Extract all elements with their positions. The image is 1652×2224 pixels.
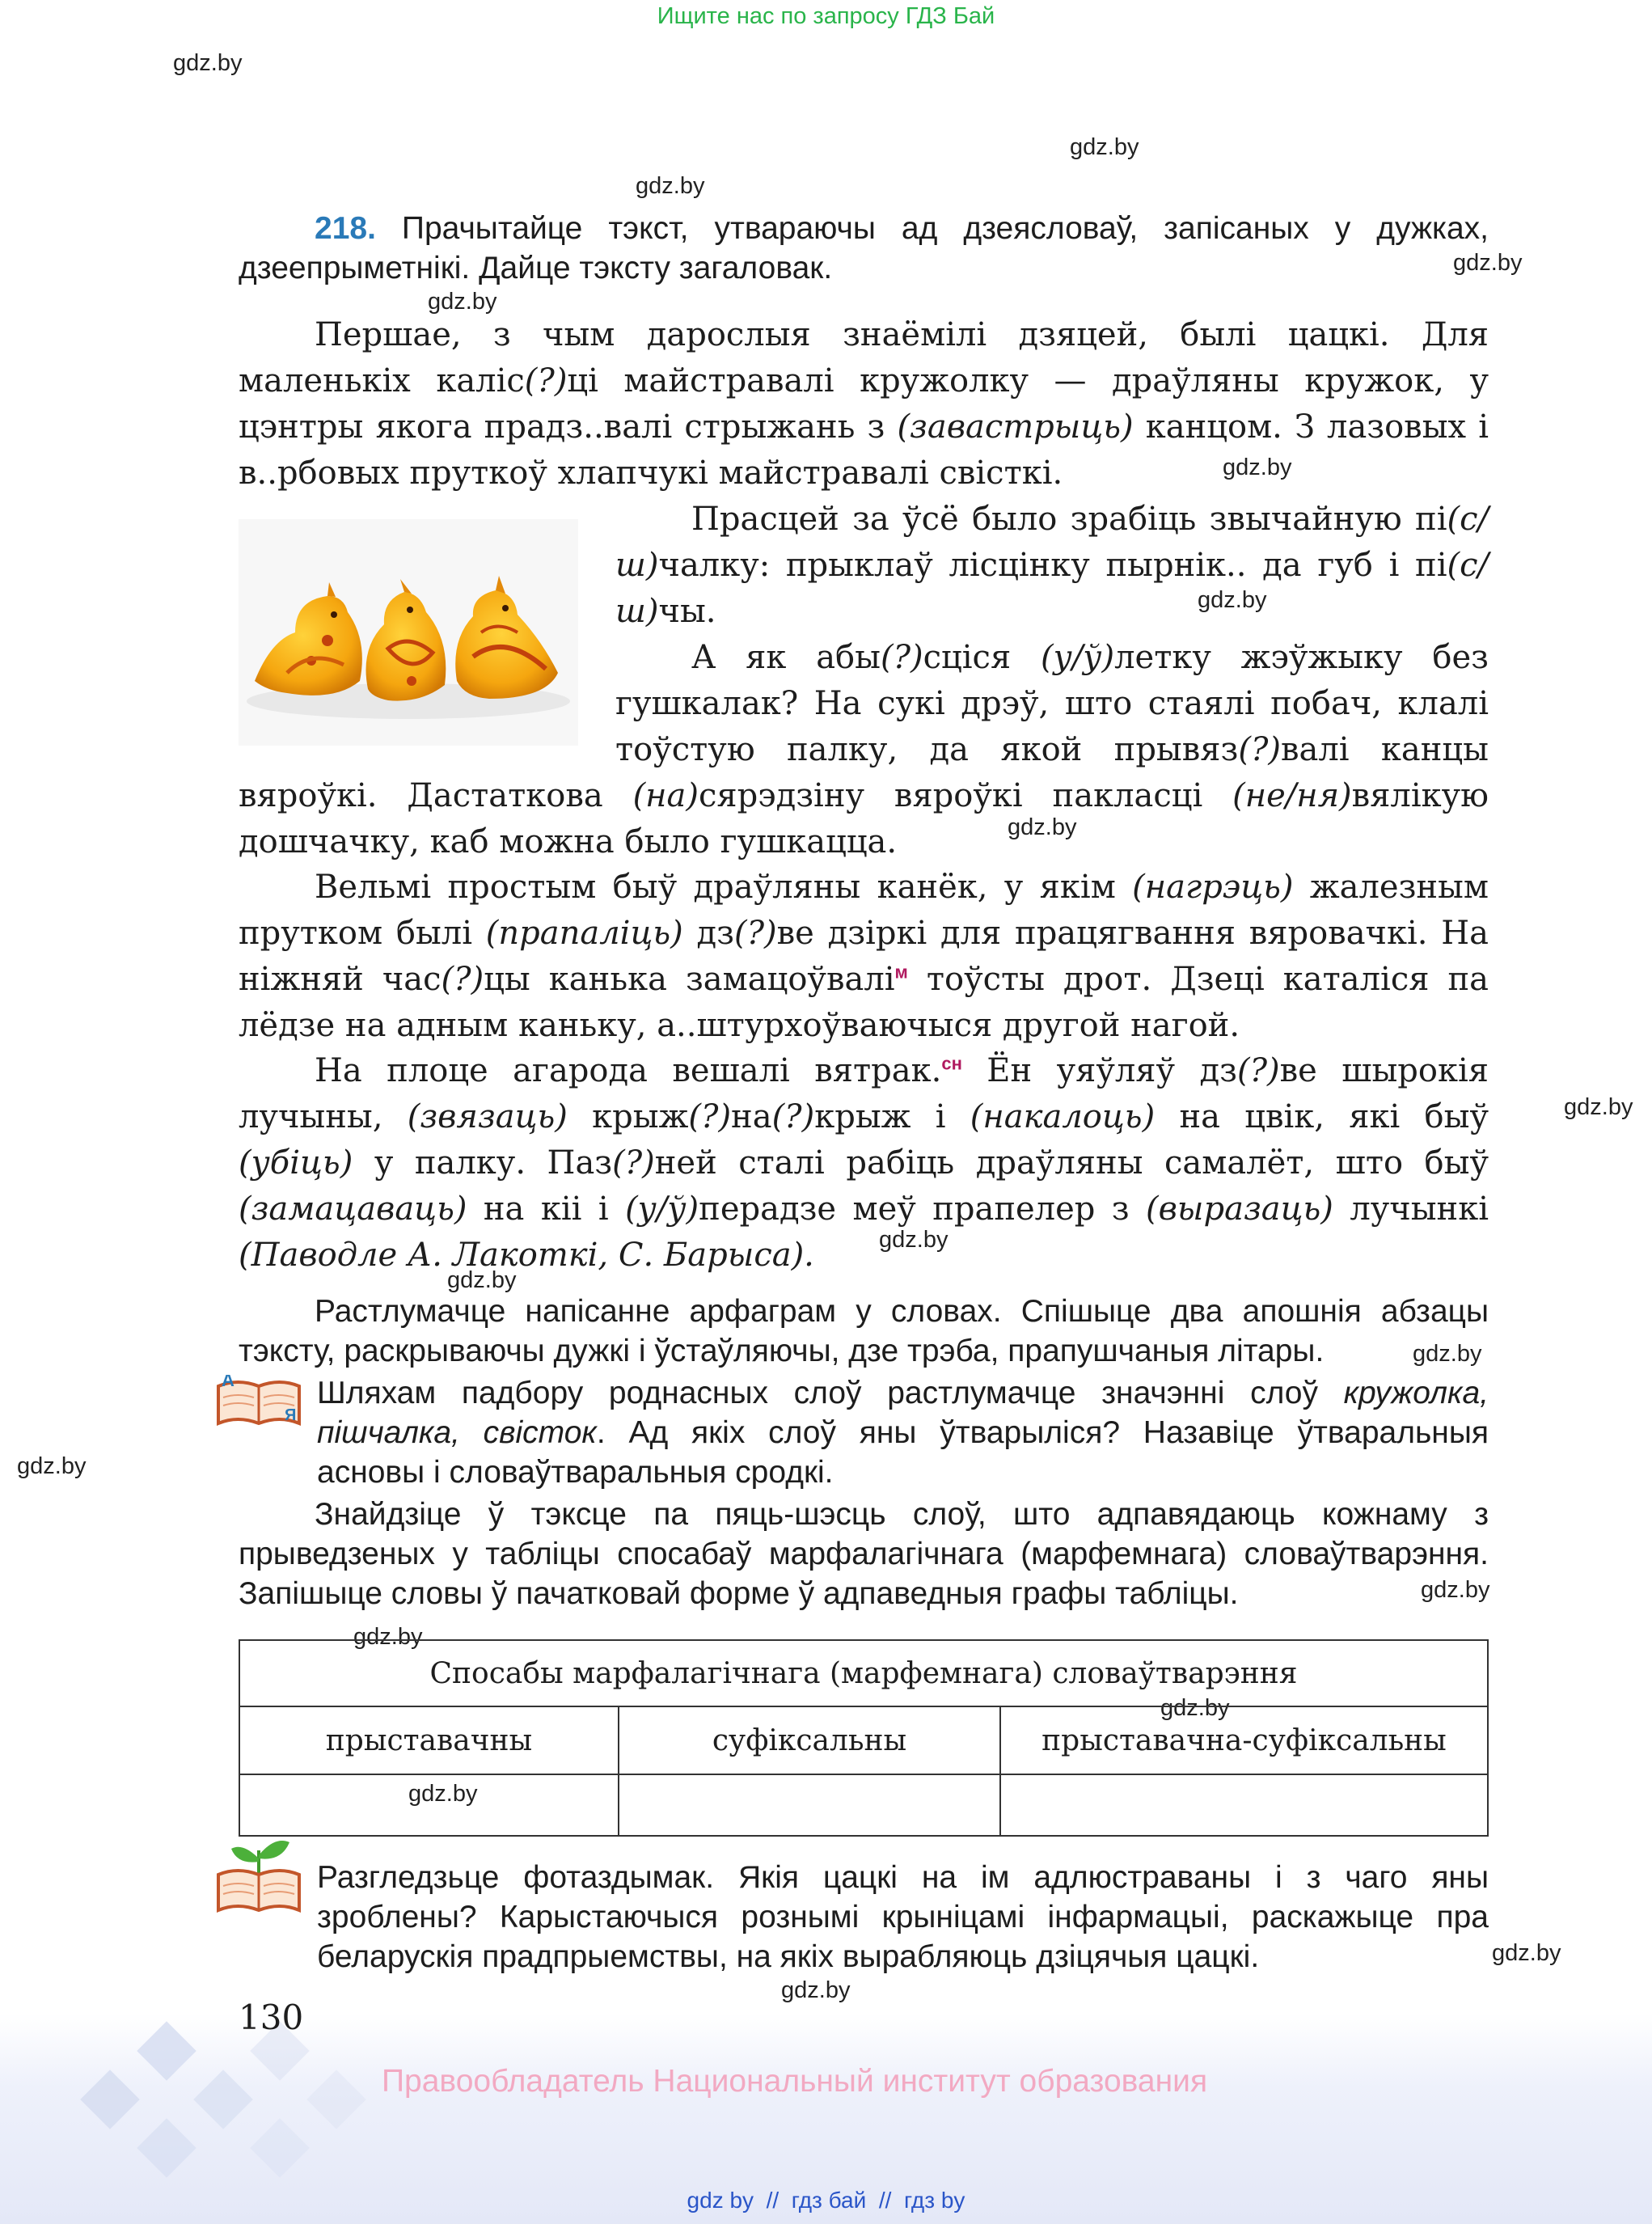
text-paragraph-5: На плоце агарода вешалі вятрак.$^{сн}$ Ён уяўляў дз(?)ве шырокія лучыны, (звязаць) крыж(?)на(?)крыж і (накалоць) на цвік, які быў (убіць) у палку. Паз(?)ней сталі рабіць драўляны самалёт, што быў (замацаваць) на кіі і (у/ў)перадзе меў прапелер з (выразаць) лучынкі (Паводле А. Лакоткі, С. Барыса).	[239, 1052, 1489, 1274]
text-paragraph-4: Вельмі простым быў драўляны канёк, у якім (нагрэць) жалезным прутком былі (прапаліць) дз(?)ве дзіркі для працягвання вяровачкі. На ніжняй час(?)цы канька замацоўвалі$^м$ тоўсты дрот. Дзеці каталіся па лёдзе на адным каньку, а..штурхоўваючыся другой нагой.	[239, 869, 1489, 1044]
exercise-instruction: Прачытайце тэкст, утвараючы ад дзеясловаў, запісаных у дужках, дзеепрыметнікі. Дайце тэксту загаловак.	[239, 211, 1489, 285]
watermark: gdz.by	[353, 1624, 423, 1650]
footer-links: gdz by // гдз бай // гдз by	[687, 2188, 965, 2213]
watermark: gdz.by	[879, 1227, 949, 1253]
sprout-book-icon	[213, 1834, 304, 1915]
open-book-abc-icon	[213, 1375, 304, 1430]
book-letter: Я	[285, 1406, 297, 1424]
footer-link[interactable]: гдз by	[903, 2188, 965, 2213]
task-1: Растлумачце напісанне арфаграм у словах. Спішыце два апошнія абзацы тэксту, раскрываючы дужкі і ўстаўляючы, дзе трэба, прапушчаныя літары.	[239, 1294, 1489, 1368]
watermark: gdz.by	[1421, 1577, 1490, 1603]
watermark: gdz.by	[1008, 814, 1077, 840]
text-paragraph-2: Прасцей за ўсё было зрабіць звычайную пі(с/ш)чалку: прыклаў лісцінку пырнік.. да губ і пі(с/ш)чы.	[615, 501, 1489, 630]
text-paragraph-1: Першае, з чым дарослыя знаёмілі дзяцей, былі цацкі. Для маленькіх каліс(?)ці майстравалі кружолку — драўляны кружок, у цэнтры якога прадз..валі стрыжань з (завастрыць) канцом. З лазовых і в..рбовых пруткоў хлапчукі майстравалі свісткі.	[239, 316, 1489, 492]
footer-link[interactable]: гдз бай	[791, 2188, 867, 2213]
book-letter: А	[222, 1375, 234, 1390]
page-number: 130	[239, 1998, 304, 2037]
watermark: gdz.by	[1160, 1695, 1230, 1721]
table-empty-cell[interactable]	[1000, 1774, 1488, 1836]
watermark: gdz.by	[636, 173, 705, 199]
exercise-heading	[239, 209, 1489, 288]
word-formation-table	[239, 1639, 1489, 1837]
watermark: gdz.by	[408, 1781, 478, 1807]
exercise-number: 218.	[315, 211, 376, 246]
watermark: gdz.by	[1070, 134, 1139, 160]
watermark: gdz.by	[781, 1977, 851, 2003]
table-header-cell: прыставачны	[239, 1706, 619, 1774]
task-3: Знайдзіце ў тэксце па пяць-шэсць слоў, што адпавядаюць кожнаму з прыведзеных у табліцы спосабаў марфалагічнага (марфемнага) словаўтварэння. Запішыце словы ў пачатковай форме ў адпаведныя графы табліцы.	[239, 1497, 1489, 1611]
top-note[interactable]: Ищите нас по запросу ГДЗ Бай	[657, 3, 995, 29]
table-header-cell: прыставачна-суфіксальны	[1000, 1706, 1488, 1774]
task-4: Разгледзьце фотаздымак. Якія цацкі на ім адлюстраваны і з чаго яны зроблены? Карыстаючыся рознымі крыніцамі інфармацыі, раскажыце пра беларускія прадпрыемствы, на якіх вырабляюць дзіцячыя цацкі.	[317, 1860, 1489, 1974]
watermark: gdz.by	[1198, 587, 1267, 613]
text-paragraph-3: А як абы(?)сціся (у/ў)летку жэўжыку без гушкалак? На сукі дрэў, што стаялі побач, клалі тоўстую палку, да якой прывяз(?)валі канцы вяроўкі. Дастаткова (на)сярэдзіну вяроўкі пакласці (не/ня)вялікую дошчачку, каб можна было гушкацца.	[239, 639, 1489, 860]
table-header-cell: суфіксальны	[619, 1706, 1000, 1774]
watermark: gdz.by	[1413, 1341, 1482, 1367]
watermark: gdz.by	[1492, 1940, 1561, 1966]
task-2: Шляхам падбору роднасных слоў растлумачце значэнні слоў кружолка, пішчалка, свісток. Ад якіх слоў яны ўтварыліся? Назавіце ўтваральныя асновы і словаўтваральныя сродкі.	[317, 1376, 1489, 1490]
watermark: gdz.by	[173, 50, 243, 76]
table-empty-cell[interactable]	[239, 1774, 619, 1836]
watermark: gdz.by	[447, 1267, 517, 1293]
watermark: gdz.by	[17, 1453, 87, 1479]
copyright-note: Правообладатель Национальный институт образования	[382, 2064, 1208, 2099]
watermark: gdz.by	[1564, 1094, 1633, 1120]
table-title: Спосабы марфалагічнага (марфемнага) словаўтварэння	[239, 1640, 1488, 1706]
footer-link[interactable]: gdz by	[687, 2188, 754, 2213]
watermark: gdz.by	[1453, 250, 1523, 276]
watermark: gdz.by	[428, 289, 497, 315]
watermark: gdz.by	[1223, 455, 1292, 480]
text-source: (Паводле А. Лакоткі, С. Барыса).	[239, 1237, 814, 1274]
table-empty-cell[interactable]	[619, 1774, 1000, 1836]
